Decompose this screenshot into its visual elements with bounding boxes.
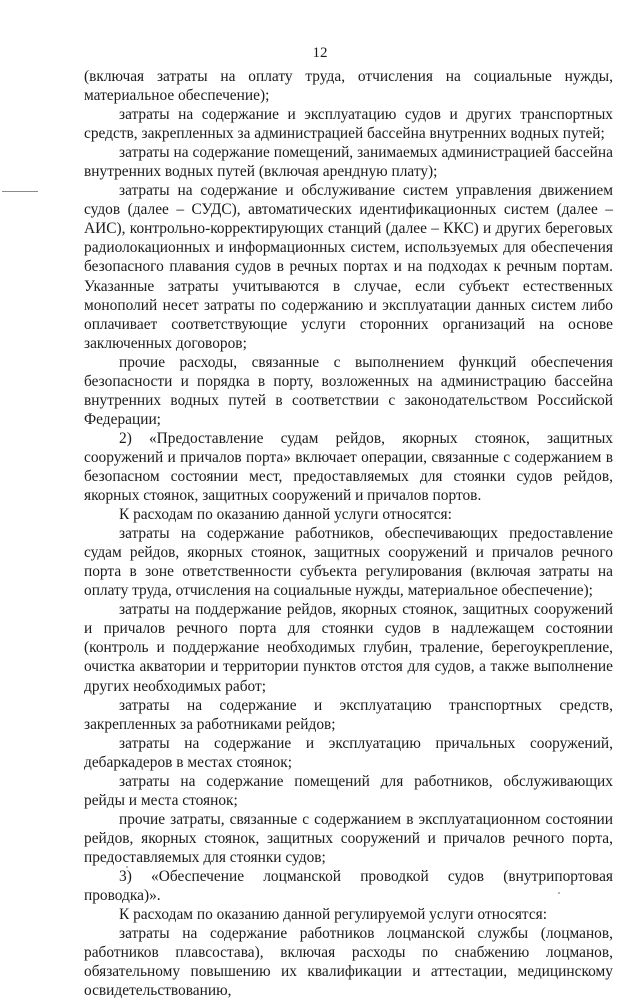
paragraph: затраты на содержание помещений, занимаемых администрацией бассейна внутренних водных путей (включая арендную плату); [84, 144, 613, 181]
paragraph: затраты на содержание помещений для работников, обслуживающих рейды и места стоянок; [84, 772, 613, 809]
paragraph: затраты на содержание и эксплуатацию судов и других транспортных средств, закрепленных за администрацией бассейна внутренних водных путей; [84, 106, 613, 143]
paragraph: затраты на содержание и обслуживание систем управления движением судов (далее – СУДС), автоматических идентификационных систем (далее – АИС), контрольно-корректирующих станций (далее – ККС) и других береговых радиолокационных и информационных систем, используемых для обеспечения безопасного плавания судов в речных портах и на подходах к речным портам. Указанные затраты учитываются в случае, если субъект естественных монополий несет затраты по содержанию и эксплуатации данных систем либо оплачивает соответствующие услуги сторонних организаций на основе заключенных договоров; [84, 182, 613, 352]
paragraph: прочие расходы, связанные с выполнением функций обеспечения безопасности и порядка в порту, возложенных на администрацию бассейна внутренних водных путей в соответствии с законодательством Российской Федерации; [84, 353, 613, 428]
paragraph: затраты на содержание и эксплуатацию транспортных средств, закрепленных за работниками рейдов; [84, 696, 613, 733]
paragraph: затраты на содержание работников, обеспечивающих предоставление судам рейдов, якорных стоянок, защитных сооружений и причалов речного порта в зоне ответственности субъекта регулирования (включая затраты на оплату труда, отчисления на социальные нужды, материальное обеспечение); [84, 525, 613, 600]
paragraph: 3) «Обеспечение лоцманской проводкой судов (внутрипортовая проводка)». [84, 867, 613, 905]
paragraph: (включая затраты на оплату труда, отчисления на социальные нужды, материальное обеспечение); [84, 68, 613, 105]
margin-mark [2, 191, 38, 192]
page-number: 12 [312, 45, 328, 61]
paragraph: затраты на содержание работников лоцманской службы (лоцманов, работников плавсостава), включая расходы по снабжению лоцманов, обязательному повышению их квалификации и аттестации, медицинскому освидетельствованию, [84, 925, 613, 1000]
body-text [84, 67, 613, 1000]
paragraph: К расходам по оказанию данной услуги относятся: [119, 506, 452, 524]
paragraph: К расходам по оказанию данной регулируемой услуги относятся: [119, 906, 548, 924]
paragraph: затраты на поддержание рейдов, якорных стоянок, защитных сооружений и причалов речного порта для стоянки судов в надлежащем состоянии (контроль и поддержание необходимых глубин, траление, берегоукрепление, очистка акватории и территории пунктов отстоя для судов, а также выполнение других необходимых работ; [84, 601, 613, 695]
paragraph: прочие затраты, связанные с содержанием в эксплуатационном состоянии рейдов, якорных стоянок, защитных сооружений и причалов речного порта, предоставляемых для стоянки судов; [84, 810, 613, 866]
paragraph: затраты на содержание и эксплуатацию причальных сооружений, дебаркадеров в местах стоянок; [84, 734, 613, 771]
paragraph: 2) «Предоставление судам рейдов, якорных стоянок, защитных сооружений и причалов порта» включает операции, связанные с содержанием в безопасном состоянии мест, предоставляемых для стоянки судов рейдов, якорных стоянок, защитных сооружений и причалов портов. [84, 429, 613, 505]
